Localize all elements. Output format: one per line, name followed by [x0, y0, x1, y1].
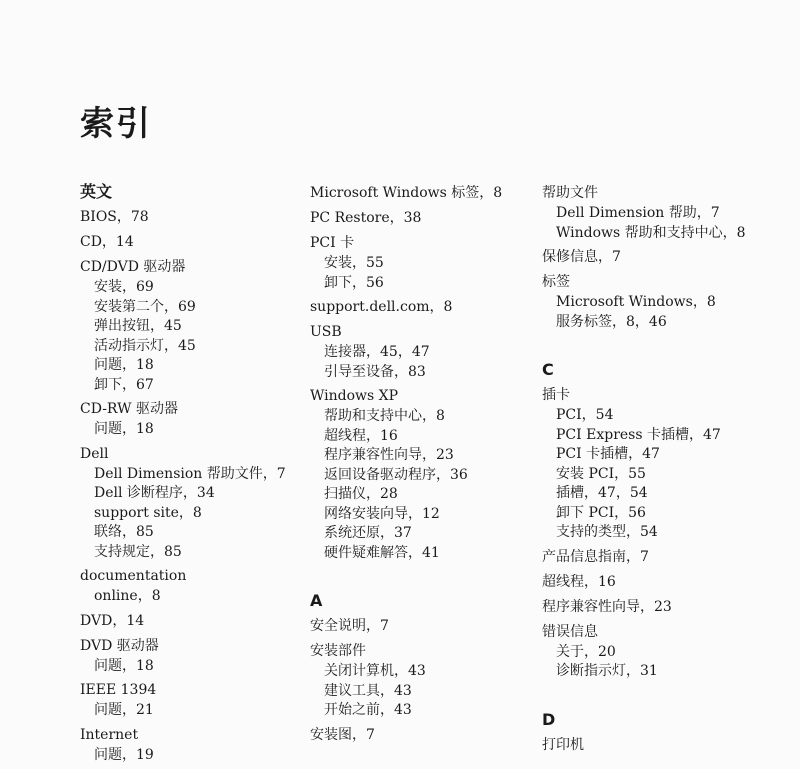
index-subentry: Dell Dimension 帮助文件，7 — [94, 465, 286, 482]
index-subentry: 卸下 PCI，56 — [556, 504, 646, 521]
index-term: CD/DVD 驱动器 — [80, 259, 186, 275]
index-term: BIOS，78 — [80, 209, 149, 225]
index-column-1 — [80, 182, 320, 769]
index-term: Windows XP — [310, 388, 399, 404]
index-subentry: 插槽，47，54 — [556, 485, 648, 501]
index-subentry: 卸下，67 — [94, 376, 154, 393]
index-term: 超线程，16 — [542, 573, 616, 590]
index-term: IEEE 1394 — [80, 682, 157, 698]
index-subentry: 安装 PCI，55 — [556, 465, 646, 482]
index-term: 插卡 — [542, 387, 570, 403]
index-term: 程序兼容性向导，23 — [542, 598, 672, 615]
index-subentry: Windows 帮助和支持中心，8 — [556, 224, 746, 241]
index-subentry: PCI Express 卡插槽，47 — [556, 426, 721, 443]
index-subentry: 支持规定，85 — [94, 543, 182, 560]
index-term: 保修信息，7 — [542, 249, 621, 265]
index-subentry: Dell 诊断程序，34 — [94, 485, 215, 501]
section-spacer — [542, 336, 782, 360]
section-heading: A — [310, 591, 323, 610]
index-term: USB — [310, 324, 342, 340]
index-entry — [542, 183, 782, 243]
index-entry — [310, 297, 550, 318]
index-term: Microsoft Windows 标签，8 — [310, 185, 503, 201]
index-term: 安全说明，7 — [310, 618, 389, 634]
index-term: 错误信息 — [542, 623, 598, 640]
index-entry — [310, 641, 550, 721]
index-entry — [542, 272, 782, 332]
index-entry — [80, 232, 320, 253]
index-entry — [310, 725, 550, 746]
index-entry — [80, 611, 320, 632]
index-subentry: 系统还原，37 — [324, 525, 412, 541]
index-subentry: 开始之前，43 — [324, 702, 412, 718]
index-subentry: online，8 — [94, 588, 161, 604]
index-entry — [310, 208, 550, 229]
section-spacer — [542, 686, 782, 710]
index-entry — [542, 597, 782, 618]
index-column-3 — [542, 183, 782, 760]
index-term: DVD 驱动器 — [80, 637, 159, 654]
index-entry — [542, 547, 782, 568]
section-heading: D — [542, 709, 556, 729]
index-term: PC Restore，38 — [310, 210, 422, 226]
index-subentry: PCI 卡插槽，47 — [556, 446, 660, 462]
index-subentry: 卸下，56 — [324, 274, 384, 291]
index-entry — [310, 322, 550, 382]
index-entry — [310, 616, 550, 637]
index-term: Internet — [80, 726, 139, 743]
index-term: PCI 卡 — [310, 235, 355, 251]
index-entry — [80, 444, 320, 563]
section-spacer — [310, 567, 550, 591]
index-entry — [80, 399, 320, 440]
index-entry — [80, 566, 320, 607]
index-subentry: 帮助和支持中心，8 — [324, 408, 445, 424]
index-term: CD-RW 驱动器 — [80, 401, 178, 417]
index-entry — [310, 233, 550, 293]
index-entry — [80, 680, 320, 721]
index-subentry: 问题，18 — [94, 657, 154, 674]
index-term: support.dell.com，8 — [310, 299, 453, 315]
index-entry — [542, 622, 782, 682]
index-term: 安装部件 — [310, 643, 366, 659]
index-subentry: Dell Dimension 帮助，7 — [556, 205, 720, 221]
index-subentry: 联络，85 — [94, 524, 154, 540]
index-subentry: 弹出按钮，45 — [94, 318, 182, 334]
index-term: DVD，14 — [80, 612, 145, 629]
index-entry — [310, 386, 550, 563]
index-entry — [310, 183, 550, 204]
index-entry — [80, 257, 320, 395]
index-subentry: Microsoft Windows，8 — [556, 294, 716, 310]
index-subentry: 引导至设备，83 — [324, 363, 426, 380]
index-term: CD，14 — [80, 234, 134, 250]
index-subentry: 问题，19 — [94, 746, 154, 763]
index-subentry: PCI，54 — [556, 407, 614, 423]
page-title: 索引 — [80, 104, 152, 144]
index-subentry: 服务标签，8，46 — [556, 313, 667, 330]
index-entry — [80, 725, 320, 766]
index-subentry: 网络安装向导，12 — [324, 505, 440, 522]
section-heading: 英文 — [80, 182, 113, 201]
index-subentry: 问题，21 — [94, 702, 154, 718]
index-subentry: 问题，18 — [94, 357, 154, 373]
index-entry — [80, 207, 320, 228]
index-column-2 — [310, 183, 550, 750]
index-term: documentation — [80, 568, 187, 584]
index-subentry: 关于，20 — [556, 643, 616, 660]
index-subentry: 连接器，45，47 — [324, 344, 430, 360]
index-entry — [542, 385, 782, 543]
index-subentry: 超线程，16 — [324, 427, 398, 444]
index-term: 产品信息指南，7 — [542, 548, 649, 565]
index-subentry: support site，8 — [94, 504, 202, 521]
index-subentry: 程序兼容性向导，23 — [324, 447, 454, 463]
index-subentry: 关闭计算机，43 — [324, 663, 426, 679]
index-subentry: 安装，55 — [324, 255, 384, 271]
index-entry — [542, 247, 782, 268]
index-term: 标签 — [542, 274, 570, 290]
index-entry — [542, 735, 782, 756]
index-entry — [542, 572, 782, 593]
section-heading: C — [542, 360, 554, 379]
index-subentry: 扫描仪，28 — [324, 486, 398, 502]
index-subentry: 诊断指示灯，31 — [556, 663, 658, 679]
index-subentry: 安装第二个，69 — [94, 298, 196, 315]
index-subentry: 硬件疑难解答，41 — [324, 544, 440, 561]
index-subentry: 返回设备驱动程序，36 — [324, 466, 468, 483]
index-subentry: 活动指示灯，45 — [94, 337, 196, 354]
index-term: 帮助文件 — [542, 185, 598, 201]
index-subentry: 建议工具，43 — [324, 682, 412, 699]
index-term: 打印机 — [542, 736, 584, 753]
index-term: 安装图，7 — [310, 726, 375, 743]
index-term: Dell — [80, 445, 109, 462]
index-subentry: 问题，18 — [94, 421, 154, 437]
index-subentry: 安装，69 — [94, 279, 154, 295]
index-subentry: 支持的类型，54 — [556, 524, 658, 540]
index-entry — [80, 636, 320, 677]
